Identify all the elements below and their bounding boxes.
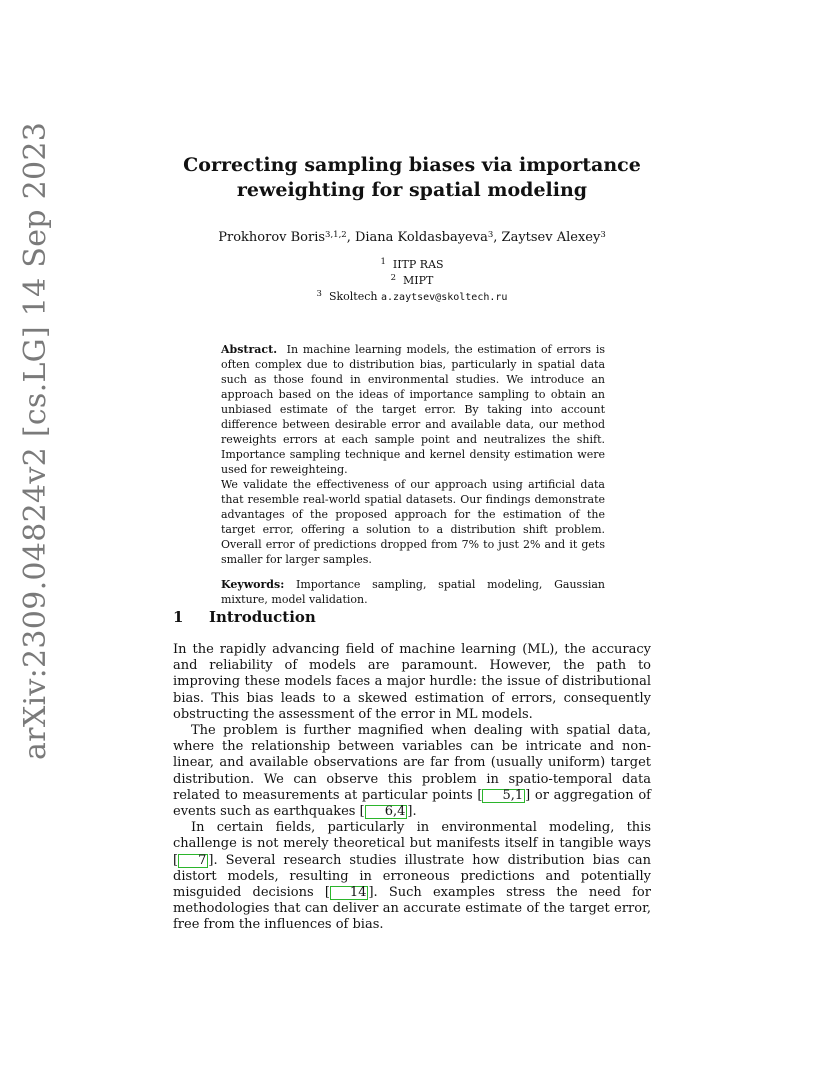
affiliation-name: Skoltech bbox=[328, 290, 378, 303]
paragraph-text: The problem is further magnified when dealing with spatial data, where the relationship between variables can be intricate and non-linear, and available observations are far from (usually uniform) target distribution. We can observe this problem in spatio-temporal data related to measurements at particular points bbox=[173, 723, 651, 803]
abstract-text: In machine learning models, the estimation of errors is often complex due to distribution bias, particularly in spatial data such as those found in environmental studies. We introduce an approach based on the ideas of importance sampling to obtain an unbiased estimate of the target error. By taking into account difference between desirable error and available data, our method reweights errors at each sample point and neutralizes the shift. Importance sampling technique and kernel density estimation were used for reweighteing. bbox=[221, 343, 605, 476]
paragraph-text: or aggregation of events such as earthquakes bbox=[173, 787, 651, 820]
author-list bbox=[173, 229, 651, 247]
body-paragraph-3: In certain fields, particularly in environmental modeling, this challenge is not merely theoretical but manifests itself in tangible ways [ 7 ]. Several research studies illustrate how distribution bias can distort models, resulting in erroneous predictions and potentially misguided decisions [ 14 ]. Such examples stress the need for methodologies that can deliver an accurate estimate of the target error, free from the influences of bias. bbox=[173, 820, 651, 933]
citation-link[interactable]: 7 bbox=[178, 854, 208, 868]
section-number: 1 bbox=[173, 608, 184, 626]
paragraph-text: . Several research studies illustrate how distribution bias can distort models, resulting in erroneous predictions and potentially misguided decisions bbox=[173, 852, 651, 901]
author-3: Zaytsev Alexey bbox=[501, 230, 601, 245]
author-2: Diana Koldasbayeva bbox=[354, 230, 488, 245]
section-body bbox=[173, 642, 651, 934]
abstract-label: Abstract. bbox=[221, 343, 278, 356]
paragraph-text: In certain fields, particularly in environmental modeling, this challenge is not merely theoretical but manifests itself in tangible ways bbox=[173, 820, 651, 852]
affiliation-2 bbox=[173, 273, 651, 289]
body-paragraph-1: In the rapidly advancing field of machine learning (ML), the accuracy and reliability of models are paramount. However, the path to improving these models faces a major hurdle: the issue of distributional bias. This bias leads to a skewed estimation of errors, consequently obstructing the assessment of the error in ML models. bbox=[173, 642, 651, 722]
paragraph-text: . Such examples stress the need for methodologies that can deliver an accurate estimate of the target error, free from the influences of bias. bbox=[173, 885, 651, 933]
citation-link[interactable]: 14 bbox=[330, 886, 369, 900]
author-1: Prokhorov Boris bbox=[218, 230, 326, 245]
affiliation-1 bbox=[173, 257, 651, 273]
citation-link[interactable]: 5,1 bbox=[482, 789, 525, 803]
affiliations bbox=[173, 257, 651, 306]
body-paragraph-2: The problem is further magnified when dealing with spatial data, where the relationship between variables can be intricate and non-linear, and available observations are far from (usually uniform) target distribution. We can observe this problem in spatio-temporal data related to measurements at particular points [ 5,1 ] or aggregation of events such as earthquakes [ 6,4 ]. bbox=[173, 723, 651, 820]
affiliation-number: 3 bbox=[316, 289, 322, 300]
abstract-paragraph-1 bbox=[221, 342, 605, 477]
contact-email: a.zaytsev@skoltech.ru bbox=[381, 292, 508, 303]
affiliation-name: MIPT bbox=[403, 274, 434, 287]
citation-link[interactable]: 6,4 bbox=[365, 805, 408, 819]
author-2-affil: 3 bbox=[487, 230, 494, 241]
title-line-1: Correcting sampling biases via importance bbox=[183, 154, 641, 176]
abstract-paragraph-2: We validate the effectiveness of our approach using artificial data that resemble real-world spatial datasets. Our findings demonstrate advantages of the proposed approach for the estimation of the target error, offering a solution to a distribution shift problem. Overall error of predictions dropped from 7% to just 2% and it gets smaller for larger samples. bbox=[221, 478, 605, 566]
paper-title bbox=[173, 153, 651, 203]
keywords bbox=[221, 577, 605, 607]
author-3-affil: 3 bbox=[600, 230, 606, 241]
paragraph-text: . bbox=[412, 804, 417, 820]
section-title: Introduction bbox=[209, 608, 316, 626]
affiliation-number: 1 bbox=[380, 257, 386, 268]
affiliation-3 bbox=[173, 289, 651, 306]
arxiv-side-stamp: arXiv:2309.04824v2 [cs.LG] 14 Sep 2023 bbox=[18, 121, 53, 760]
title-line-2: reweighting for spatial modeling bbox=[236, 179, 588, 201]
section-heading bbox=[173, 607, 316, 627]
affiliation-number: 2 bbox=[390, 273, 397, 284]
keywords-text: Importance sampling, spatial modeling, Gaussian mixture, model validation. bbox=[221, 578, 606, 606]
author-separator: , bbox=[493, 230, 502, 245]
author-separator: , bbox=[346, 230, 355, 245]
affiliation-name: IITP RAS bbox=[392, 258, 444, 271]
abstract bbox=[221, 342, 605, 607]
keywords-label: Keywords: bbox=[221, 578, 285, 591]
author-1-affil: 3,1,2 bbox=[325, 230, 347, 241]
